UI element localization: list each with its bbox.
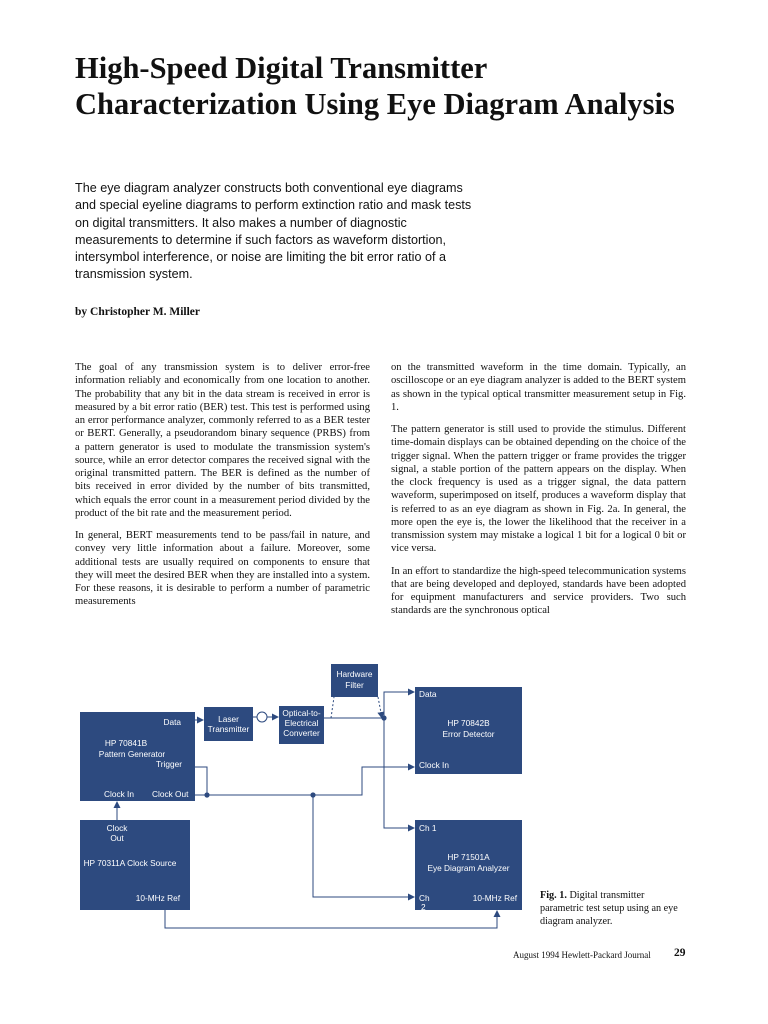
cs-clock-out-label-2: Out: [110, 833, 124, 843]
byline: by Christopher M. Miller: [75, 306, 200, 318]
body-column-left: [75, 361, 370, 618]
eda-model-label: HP 71501A: [447, 852, 490, 862]
filter-label-2: Filter: [345, 680, 364, 690]
pg-clock-out-port-label: Clock Out: [152, 789, 189, 799]
paragraph: on the transmitted waveform in the time domain. Typically, an oscilloscope or an eye diagram analyzer is added to the BERT system as shown in the typical optical transmitter measurement setup in Fig. 1.: [391, 362, 686, 413]
laser-transmitter-block: [204, 707, 253, 741]
paragraph: In an effort to standardize the high-speed telecommunication systems that are being developed and deployed, standards have been adopted for equipment manufacturers and service providers. Two such standards are the synchronous optical: [391, 565, 686, 617]
pg-clock-in-port-label: Clock In: [104, 789, 134, 799]
pg-model-label: HP 70841B: [104, 738, 148, 748]
pattern-generator-block: [80, 712, 195, 801]
clock-source-block: [80, 820, 190, 910]
pg-trigger-port-label: Trigger: [156, 759, 182, 769]
figure-caption-label: Fig. 1.: [540, 890, 567, 901]
paragraph: The goal of any transmission system is to deliver error-free information reliably and economically from one location to another. The probability that any bit in the data stream is received in error is measured by a bit error ratio (BER) test. This test is performed using an error performance analyzer, commonly referred to as a BER tester or BERT. Generally, a pseudorandom binary sequence (PRBS) from a pattern generator is used to modulate the transmission system's source, while an error detector compares the received signal with the original transmitted pattern. The BER is defined as the number of bits received in error divided by the number of bits transmitted, which equals the error count in a measurement period divided by the product of the bit rate and the measurement period.: [75, 362, 370, 519]
paragraph: In general, BERT measurements tend to be pass/fail in nature, and convey very little information about a failure. Moreover, some additional tests are usually required on components to ensure that they will meet the desired BER when they are installed into a system. For these reasons, it is desirable to perform a number of parametric measurements: [75, 530, 370, 608]
cs-ref-label: 10-MHz Ref: [135, 893, 180, 903]
article-title: High-Speed Digital Transmitter Characterization Using Eye Diagram Analysis: [75, 51, 675, 121]
filter-label-1: Hardware: [336, 669, 373, 679]
error-detector-block: [415, 687, 522, 774]
paragraph: The pattern generator is still used to provide the stimulus. Different time-domain displays can be obtained depending on the choice of the trigger signal. When the pattern trigger or frame provides the trigger signal, a stable portion of the pattern appears on the display. When the clock frequency is used as a trigger signal, the data pattern waveform, superimposed on itself, produces a waveform display that is referred to as an eye diagram as shown in Fig. 2a. In general, the more open the eye is, the lower the likelihood that the receiver in a transmission system may mistake a logical 1 bit for a logical 0 bit or vice versa.: [391, 424, 686, 555]
body-column-right: [391, 361, 686, 627]
abstract: The eye diagram analyzer constructs both conventional eye diagrams and special eyeline diagrams to perform extinction ratio and mask tests on digital transmitters. It also makes a number of diagnostic measurements to determine if such factors as waveform distortion, intersymbol interference, or noise are limiting the bit error ratio of a transmission system.: [75, 181, 472, 282]
figure-caption-text: Digital transmitter parametric test setup using an eye diagram analyzer.: [540, 890, 678, 927]
ed-clock-in-port-label: Clock In: [419, 760, 449, 770]
ed-model-label: HP 70842B: [447, 718, 490, 728]
laser-label-1: Laser: [218, 714, 239, 724]
eda-ch2-port-label-2: 2: [421, 902, 426, 912]
ed-name-label: Error Detector: [442, 729, 495, 739]
page-number: 29: [674, 947, 686, 959]
cs-clock-out-label: Clock: [106, 823, 128, 833]
oe-label-1: Optical-to-: [282, 708, 321, 718]
oe-converter-block: [279, 706, 324, 744]
journal-footer: August 1994 Hewlett-Packard Journal: [513, 950, 651, 960]
cs-name-label: HP 70311A Clock Source: [83, 858, 177, 868]
eda-ref-label: 10-MHz Ref: [472, 893, 517, 903]
pg-name-label: Pattern Generator: [98, 749, 166, 759]
pg-data-port-label: Data: [163, 717, 181, 727]
oe-label-3: Converter: [283, 728, 320, 738]
eda-ch2-port-label: Ch: [419, 893, 430, 903]
laser-label-2: Transmitter: [207, 724, 250, 734]
eda-ch1-port-label: Ch 1: [419, 823, 437, 833]
ed-data-port-label: Data: [419, 689, 437, 699]
figure-caption: [540, 889, 690, 928]
eda-name-label: Eye Diagram Analyzer: [427, 863, 510, 873]
eye-diagram-analyzer-block: [415, 820, 522, 912]
hardware-filter-block: [331, 664, 378, 697]
oe-label-2: Electrical: [284, 718, 319, 728]
optical-connector-icon: [257, 712, 267, 722]
